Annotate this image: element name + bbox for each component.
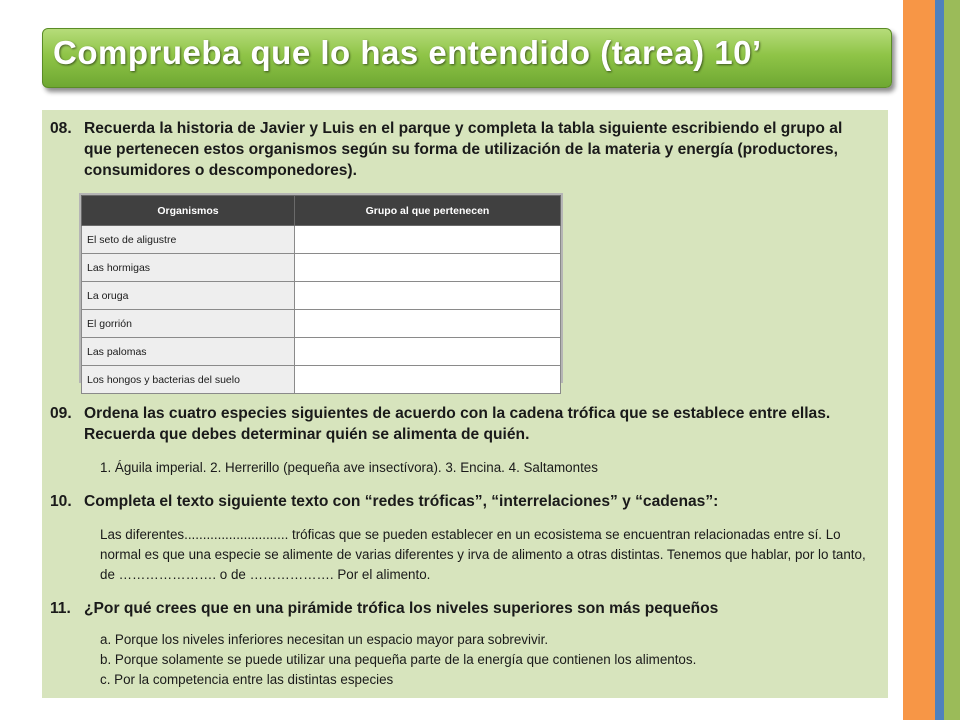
question-number: 10. <box>50 493 72 510</box>
fill-in-text: Las diferentes............................ tróficas que se pueden establecer en un ecosistema se encuentran relacionadas entre sí. Lo normal es que una especie se alimente de varias diferentes y irva de alimento a otras distintas. Tenemos que hablar, por lo tanto, de …………………. o de ………………. Por el alimento. <box>100 527 866 582</box>
answer-option-a: a. Porque los niveles inferiores necesitan un espacio mayor para sobrevivir. <box>100 632 549 647</box>
question-08 <box>50 118 870 181</box>
question-10 <box>50 491 870 512</box>
question-text: Ordena las cuatro especies siguientes de acuerdo con la cadena trófica que se establece entre ellas. Recuerda que debes determinar quién se alimenta de quién. <box>84 405 831 443</box>
table-header-grupo: Grupo al que pertenecen <box>295 196 561 226</box>
question-number: 09. <box>50 405 72 422</box>
table-cell-answer[interactable] <box>295 226 561 254</box>
question-number: 11. <box>50 600 71 617</box>
table-cell-answer[interactable] <box>295 310 561 338</box>
species-list: 1. Águila imperial. 2. Herrerillo (pequeña ave insectívora). 3. Encina. 4. Saltamontes <box>100 460 598 475</box>
question-09 <box>50 403 870 445</box>
question-text: Recuerda la historia de Javier y Luis en el parque y completa la tabla siguiente escribiendo el grupo al que pertenecen estos organismos según su forma de utilización de la materia y energía (productores, consumidores o descomponedores). <box>84 120 843 179</box>
table-cell-organism: Las hormigas <box>82 254 295 282</box>
answer-option-b: b. Porque solamente se puede utilizar una pequeña parte de la energía que contienen los alimentos. <box>100 652 697 667</box>
table-row <box>82 226 561 254</box>
table-cell-organism: La oruga <box>82 282 295 310</box>
decorative-stripe-orange <box>903 0 935 720</box>
organisms-table <box>79 193 563 386</box>
table-cell-answer[interactable] <box>295 282 561 310</box>
question-11 <box>50 598 870 619</box>
table-cell-answer[interactable] <box>295 338 561 366</box>
table-row <box>82 310 561 338</box>
table-cell-organism: El gorrión <box>82 310 295 338</box>
answer-options <box>100 630 870 690</box>
table-cell-answer[interactable] <box>295 254 561 282</box>
table-row <box>82 282 561 310</box>
table-cell-organism: El seto de aligustre <box>82 226 295 254</box>
question-number: 08. <box>50 120 72 137</box>
slide-title: Comprueba que lo has entendido (tarea) 10’ <box>53 34 762 71</box>
decorative-stripe-blue <box>935 0 944 720</box>
table-row <box>82 254 561 282</box>
table-header-organismos: Organismos <box>82 196 295 226</box>
question-text: ¿Por qué crees que en una pirámide trófica los niveles superiores son más pequeños <box>84 600 719 617</box>
question-text: Completa el texto siguiente texto con “redes tróficas”, “interrelaciones” y “cadenas”: <box>84 493 719 510</box>
table-header-row <box>82 196 561 226</box>
decorative-stripe-green <box>944 0 960 720</box>
table-row <box>82 366 561 394</box>
table-row <box>82 338 561 366</box>
table-cell-organism: Los hongos y bacterias del suelo <box>82 366 295 394</box>
answer-option-c: c. Por la competencia entre las distintas especies <box>100 672 394 687</box>
table-cell-organism: Las palomas <box>82 338 295 366</box>
table-cell-answer[interactable] <box>295 366 561 394</box>
